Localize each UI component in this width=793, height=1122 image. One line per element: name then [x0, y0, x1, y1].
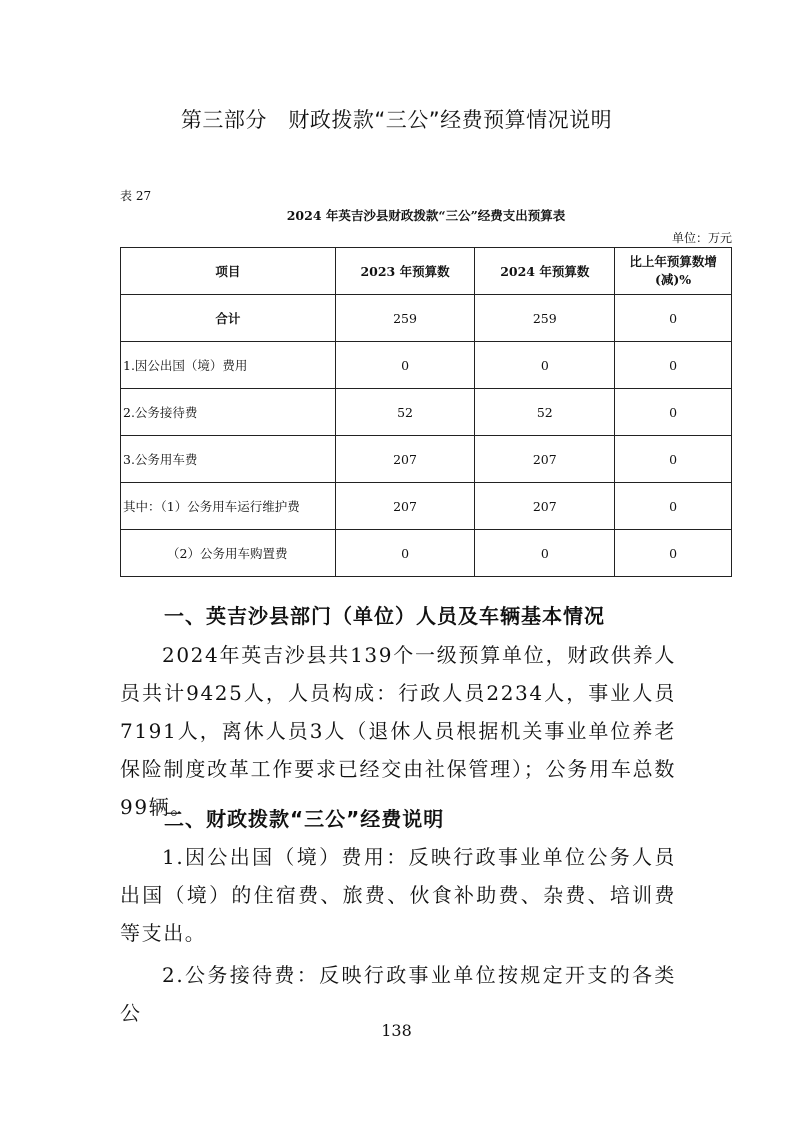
section2-paragraph1: 1.因公出国（境）费用：反映行政事业单位公务人员出国（境）的住宿费、旅费、伙食补助费、杂费、培训费等支出。: [120, 845, 676, 945]
cell-2023: 207: [335, 483, 475, 530]
table-row: [121, 436, 732, 483]
table-row: [121, 389, 732, 436]
row-label: （2）公务用车购置费: [121, 530, 336, 577]
cell-2024: 0: [475, 530, 615, 577]
cell-2024: 207: [475, 483, 615, 530]
cell-2023: 0: [335, 530, 475, 577]
table-header-row: [121, 248, 732, 295]
cell-change: 0: [615, 295, 732, 342]
row-label: 2.公务接待费: [121, 389, 336, 436]
header-change-line2: (减)%: [654, 272, 692, 287]
cell-change: 0: [615, 436, 732, 483]
row-label: 其中：（1）公务用车运行维护费: [121, 483, 336, 530]
cell-2023: 207: [335, 436, 475, 483]
table-row: [121, 483, 732, 530]
cell-2024: 259: [475, 295, 615, 342]
table-number: 表 27: [120, 189, 152, 203]
budget-table: [120, 247, 732, 577]
header-2024: 2024 年预算数: [475, 248, 615, 295]
section1-heading: 一、英吉沙县部门（单位）人员及车辆基本情况: [164, 604, 605, 628]
row-label: 合计: [121, 295, 336, 342]
section2-heading: 二、财政拨款“三公”经费说明: [164, 807, 445, 831]
cell-2023: 0: [335, 342, 475, 389]
table-row: [121, 295, 732, 342]
table-title: 2024 年英吉沙县财政拨款“三公”经费支出预算表: [286, 208, 566, 223]
cell-change: 0: [615, 530, 732, 577]
page-title: 第三部分 财政拨款“三公”经费预算情况说明: [180, 108, 613, 132]
cell-2024: 0: [475, 342, 615, 389]
header-change-line1: 比上年预算数增: [629, 254, 717, 269]
cell-2023: 52: [335, 389, 475, 436]
row-label: 3.公务用车费: [121, 436, 336, 483]
table-row: [121, 530, 732, 577]
cell-change: 0: [615, 483, 732, 530]
row-label: 1.因公出国（境）费用: [121, 342, 336, 389]
page-number: 138: [381, 1021, 412, 1040]
header-item: 项目: [121, 248, 336, 295]
cell-change: 0: [615, 389, 732, 436]
section1-paragraph: 2024年英吉沙县共139个一级预算单位，财政供养人员共计9425人，人员构成：行政人员2234人，事业人员7191人，离休人员3人（退休人员根据机关事业单位养老保险制度改革工作要求已经交由社保管理）；公务用车总数99辆。: [120, 643, 676, 819]
table-unit: 单位：万元: [671, 231, 732, 245]
cell-2024: 52: [475, 389, 615, 436]
table-row: [121, 342, 732, 389]
cell-2024: 207: [475, 436, 615, 483]
header-change: [615, 248, 732, 295]
cell-2023: 259: [335, 295, 475, 342]
header-2023: 2023 年预算数: [335, 248, 475, 295]
cell-change: 0: [615, 342, 732, 389]
section2-paragraph2: 2.公务接待费：反映行政事业单位按规定开支的各类公: [120, 963, 676, 1025]
